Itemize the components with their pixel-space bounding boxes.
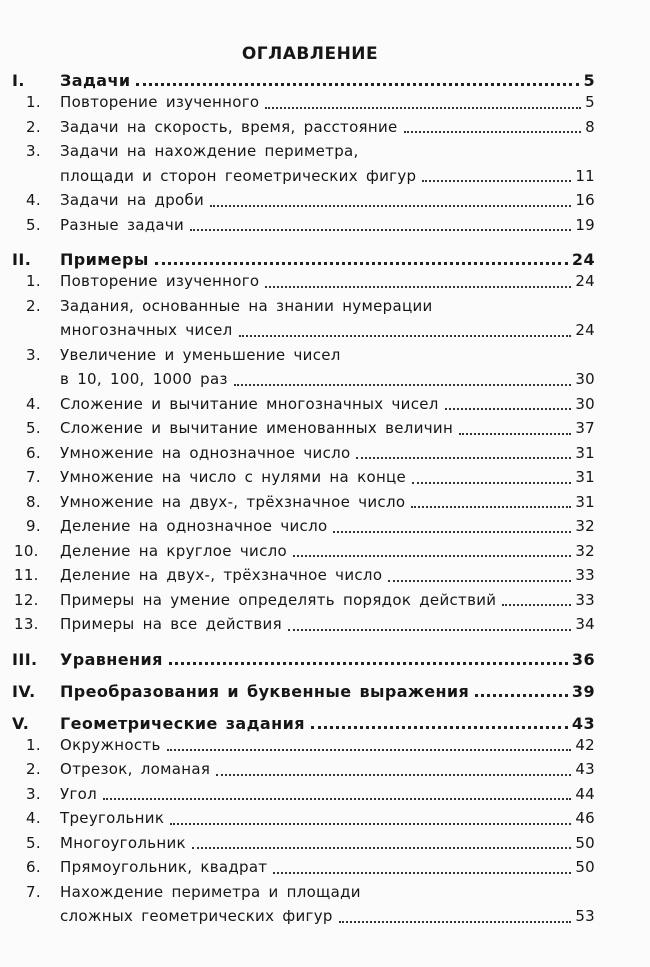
item-title: Многоугольник bbox=[60, 833, 186, 852]
item-number: 5. bbox=[26, 215, 41, 234]
section-heading[interactable] bbox=[12, 641, 595, 669]
section-title: Геометрические задания bbox=[60, 713, 305, 733]
item-title-last-line bbox=[60, 588, 595, 613]
item-body bbox=[60, 294, 595, 343]
item-body bbox=[60, 490, 595, 515]
item-page-number: 31 bbox=[575, 468, 595, 486]
item-title-line: Задания, основанные на знании нумерации bbox=[60, 296, 433, 315]
item-title-last-line bbox=[60, 213, 595, 238]
dot-leader bbox=[445, 408, 572, 410]
item-page-number: 19 bbox=[575, 215, 595, 234]
dot-leader bbox=[502, 604, 571, 606]
item-page-number: 30 bbox=[575, 394, 595, 413]
item-title: Задачи на дроби bbox=[60, 191, 205, 209]
toc-item[interactable] bbox=[12, 441, 595, 466]
toc-item[interactable] bbox=[12, 880, 595, 929]
item-number: 1. bbox=[26, 93, 41, 111]
item-body bbox=[60, 806, 595, 831]
dot-leader bbox=[265, 107, 581, 109]
dot-leader bbox=[155, 262, 568, 265]
item-number: 12. bbox=[14, 590, 39, 609]
item-number: 3. bbox=[26, 142, 41, 160]
item-title-last-line bbox=[60, 757, 595, 782]
item-body bbox=[60, 831, 595, 856]
item-page-number: 33 bbox=[575, 590, 595, 609]
item-title: Умножение на число с нулями на конце bbox=[60, 468, 407, 486]
item-body bbox=[60, 441, 595, 466]
item-page-number: 53 bbox=[575, 907, 595, 925]
dot-leader bbox=[388, 580, 571, 582]
dot-leader bbox=[411, 506, 571, 508]
item-number: 3. bbox=[26, 345, 41, 364]
item-number: 2. bbox=[26, 117, 41, 136]
item-body bbox=[60, 612, 595, 637]
toc-item[interactable] bbox=[12, 139, 595, 188]
item-title-last-line bbox=[60, 367, 595, 392]
section-title: Уравнения bbox=[60, 649, 163, 669]
item-title: Окружность bbox=[60, 735, 161, 754]
item-body bbox=[60, 588, 595, 613]
toc-item[interactable] bbox=[12, 416, 595, 441]
item-body bbox=[60, 115, 595, 140]
item-title: Разные задачи bbox=[60, 215, 185, 234]
item-page-number: 31 bbox=[575, 492, 595, 511]
item-number: 11. bbox=[14, 566, 39, 584]
section-number: I. bbox=[12, 71, 25, 90]
item-title: Угол bbox=[60, 784, 97, 803]
item-body bbox=[60, 269, 595, 294]
item-body bbox=[60, 563, 595, 588]
item-page-number: 42 bbox=[575, 735, 595, 754]
item-page-number: 32 bbox=[575, 517, 595, 535]
section-number: IV. bbox=[12, 681, 36, 701]
item-title-last-line bbox=[60, 490, 595, 515]
item-body bbox=[60, 539, 595, 564]
item-number: 8. bbox=[26, 492, 41, 511]
toc-item[interactable] bbox=[12, 188, 595, 213]
dot-leader bbox=[412, 482, 571, 484]
item-title: в 10, 100, 1000 раз bbox=[60, 370, 228, 388]
item-title: Примеры на все действия bbox=[60, 615, 282, 633]
item-title-line: Нахождение периметра и площади bbox=[60, 882, 361, 901]
dot-leader bbox=[192, 847, 571, 849]
item-number: 5. bbox=[26, 419, 41, 437]
item-title-last-line bbox=[60, 269, 595, 294]
toc-section bbox=[12, 637, 595, 669]
item-number: 7. bbox=[26, 882, 41, 901]
dot-leader bbox=[169, 662, 568, 665]
item-title: Умножение на однозначное число bbox=[60, 443, 351, 462]
section-number: V. bbox=[12, 713, 30, 733]
item-number: 4. bbox=[26, 191, 41, 209]
item-title: Примеры на умение определять порядок действий bbox=[60, 590, 497, 609]
item-body bbox=[60, 465, 595, 490]
item-title-last-line bbox=[60, 563, 595, 588]
section-title: Примеры bbox=[60, 250, 149, 269]
dot-leader bbox=[167, 749, 572, 751]
section-page-number: 36 bbox=[571, 649, 595, 669]
item-number: 9. bbox=[26, 517, 41, 535]
toc-item[interactable] bbox=[12, 115, 595, 140]
toc-item[interactable] bbox=[12, 782, 595, 807]
dot-leader bbox=[422, 180, 571, 182]
section-page-number: 5 bbox=[583, 71, 595, 90]
item-title: сложных геометрических фигур bbox=[60, 907, 333, 925]
section-title: Преобразования и буквенные выражения bbox=[60, 681, 470, 701]
item-title: Повторение изученного bbox=[60, 272, 260, 290]
toc-section bbox=[12, 669, 595, 701]
item-title: Сложение и вычитание именованных величин bbox=[60, 419, 454, 437]
item-number: 6. bbox=[26, 858, 41, 876]
toc-item[interactable] bbox=[12, 343, 595, 392]
item-body bbox=[60, 782, 595, 807]
item-page-number: 31 bbox=[575, 443, 595, 462]
dot-leader bbox=[475, 694, 568, 697]
item-title-last-line bbox=[60, 806, 595, 831]
toc-item[interactable] bbox=[12, 514, 595, 539]
toc-item[interactable] bbox=[12, 733, 595, 758]
dot-leader bbox=[216, 774, 571, 776]
item-number: 6. bbox=[26, 443, 41, 462]
toc-item[interactable] bbox=[12, 213, 595, 238]
item-page-number: 8 bbox=[585, 117, 595, 136]
item-title: Прямоугольник, квадрат bbox=[60, 858, 268, 876]
item-title-last-line bbox=[60, 392, 595, 417]
toc-item[interactable] bbox=[12, 588, 595, 613]
item-page-number: 46 bbox=[575, 809, 595, 827]
item-title: многозначных чисел bbox=[60, 321, 233, 339]
toc-item[interactable] bbox=[12, 90, 595, 115]
table-of-contents bbox=[12, 62, 595, 929]
item-page-number: 34 bbox=[575, 615, 595, 633]
item-title: Отрезок, ломаная bbox=[60, 760, 211, 778]
item-page-number: 50 bbox=[575, 833, 595, 852]
item-number: 3. bbox=[26, 784, 41, 803]
dot-leader bbox=[136, 83, 579, 86]
item-title-last-line bbox=[60, 115, 595, 140]
item-title-last-line bbox=[60, 733, 595, 758]
item-title-last-line bbox=[60, 831, 595, 856]
dot-leader bbox=[103, 798, 571, 800]
toc-item[interactable] bbox=[12, 806, 595, 831]
item-page-number: 44 bbox=[575, 784, 595, 803]
dot-leader bbox=[356, 457, 571, 459]
toc-section bbox=[12, 237, 595, 637]
item-title: площади и сторон геометрических фигур bbox=[60, 166, 417, 185]
dot-leader bbox=[288, 629, 571, 631]
dot-leader bbox=[265, 286, 571, 288]
section-heading[interactable] bbox=[12, 705, 595, 733]
item-page-number: 5 bbox=[585, 93, 595, 111]
section-heading[interactable] bbox=[12, 62, 595, 90]
toc-section bbox=[12, 701, 595, 929]
item-title-last-line bbox=[60, 318, 595, 343]
item-title-line: Увеличение и уменьшение чисел bbox=[60, 345, 341, 364]
item-number: 2. bbox=[26, 296, 41, 315]
item-title: Задачи на скорость, время, расстояние bbox=[60, 117, 398, 136]
dot-leader bbox=[234, 384, 572, 386]
item-body bbox=[60, 90, 595, 115]
item-page-number: 24 bbox=[575, 321, 595, 339]
dot-leader bbox=[459, 433, 571, 435]
section-page-number: 24 bbox=[571, 250, 595, 269]
item-body bbox=[60, 757, 595, 782]
item-title-last-line bbox=[60, 514, 595, 539]
page-title: ОГЛАВЛЕНИЕ bbox=[241, 44, 379, 64]
item-title-last-line bbox=[60, 188, 595, 213]
dot-leader bbox=[293, 555, 571, 557]
toc-section bbox=[12, 62, 595, 237]
item-number: 10. bbox=[14, 541, 39, 560]
item-number: 4. bbox=[26, 394, 41, 413]
section-page-number: 39 bbox=[571, 681, 595, 701]
toc-item[interactable] bbox=[12, 392, 595, 417]
section-number: II. bbox=[12, 250, 32, 269]
item-title-last-line bbox=[60, 539, 595, 564]
item-title-last-line bbox=[60, 855, 595, 880]
item-body bbox=[60, 855, 595, 880]
item-page-number: 16 bbox=[575, 191, 595, 209]
item-page-number: 33 bbox=[575, 566, 595, 584]
item-body bbox=[60, 733, 595, 758]
toc-item[interactable] bbox=[12, 539, 595, 564]
item-number: 1. bbox=[26, 272, 41, 290]
dot-leader bbox=[311, 726, 568, 729]
item-number: 13. bbox=[14, 615, 39, 633]
item-title-last-line bbox=[60, 164, 595, 189]
item-body bbox=[60, 213, 595, 238]
item-page-number: 50 bbox=[575, 858, 595, 876]
item-body bbox=[60, 392, 595, 417]
toc-item[interactable] bbox=[12, 855, 595, 880]
item-title-last-line bbox=[60, 416, 595, 441]
dot-leader bbox=[239, 335, 572, 337]
item-body bbox=[60, 343, 595, 392]
dot-leader bbox=[273, 872, 571, 874]
item-body bbox=[60, 514, 595, 539]
dot-leader bbox=[210, 205, 571, 207]
toc-item[interactable] bbox=[12, 757, 595, 782]
item-title: Повторение изученного bbox=[60, 93, 260, 111]
toc-item[interactable] bbox=[12, 612, 595, 637]
item-body bbox=[60, 188, 595, 213]
toc-item[interactable] bbox=[12, 563, 595, 588]
section-heading[interactable] bbox=[12, 673, 595, 701]
item-title-last-line bbox=[60, 904, 595, 929]
dot-leader bbox=[170, 823, 571, 825]
item-body bbox=[60, 880, 595, 929]
toc-item[interactable] bbox=[12, 465, 595, 490]
item-body bbox=[60, 139, 595, 188]
toc-item[interactable] bbox=[12, 490, 595, 515]
item-title-last-line bbox=[60, 465, 595, 490]
item-title: Сложение и вычитание многозначных чисел bbox=[60, 394, 439, 413]
item-body bbox=[60, 416, 595, 441]
item-title-last-line bbox=[60, 441, 595, 466]
section-page-number: 43 bbox=[571, 713, 595, 733]
dot-leader bbox=[333, 531, 571, 533]
item-page-number: 11 bbox=[575, 166, 595, 185]
toc-item[interactable] bbox=[12, 831, 595, 856]
item-number: 4. bbox=[26, 809, 41, 827]
dot-leader bbox=[404, 131, 582, 133]
item-title-line: Задачи на нахождение периметра, bbox=[60, 142, 359, 160]
toc-item[interactable] bbox=[12, 269, 595, 294]
item-title-last-line bbox=[60, 612, 595, 637]
item-page-number: 37 bbox=[575, 419, 595, 437]
item-title: Треугольник bbox=[60, 809, 165, 827]
item-page-number: 32 bbox=[575, 541, 595, 560]
item-title-last-line bbox=[60, 90, 595, 115]
item-title: Деление на двух-, трёхзначное число bbox=[60, 566, 383, 584]
item-title-last-line bbox=[60, 782, 595, 807]
item-page-number: 24 bbox=[575, 272, 595, 290]
dot-leader bbox=[190, 229, 571, 231]
dot-leader bbox=[339, 921, 572, 923]
item-number: 5. bbox=[26, 833, 41, 852]
section-title: Задачи bbox=[60, 71, 131, 90]
section-heading[interactable] bbox=[12, 241, 595, 269]
item-page-number: 30 bbox=[575, 370, 595, 388]
item-page-number: 43 bbox=[575, 760, 595, 778]
item-title: Деление на однозначное число bbox=[60, 517, 328, 535]
section-number: III. bbox=[12, 649, 38, 669]
item-number: 1. bbox=[26, 735, 41, 754]
item-number: 7. bbox=[26, 468, 41, 486]
item-number: 2. bbox=[26, 760, 41, 778]
item-title: Умножение на двух-, трёхзначное число bbox=[60, 492, 406, 511]
toc-item[interactable] bbox=[12, 294, 595, 343]
item-title: Деление на круглое число bbox=[60, 541, 288, 560]
